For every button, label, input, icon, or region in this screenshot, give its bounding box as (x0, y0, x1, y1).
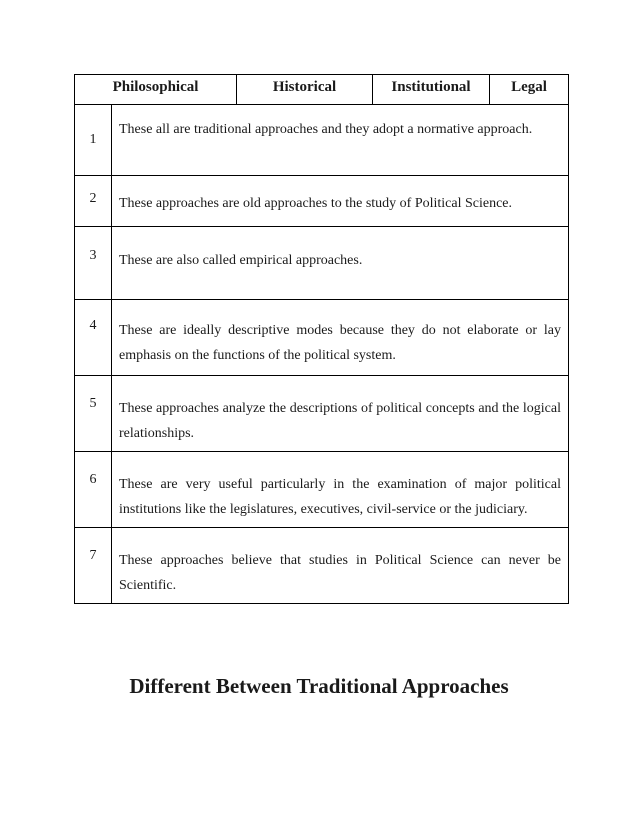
row-number-cell (75, 300, 112, 375)
row-number-cell (75, 452, 112, 527)
row-text-cell (112, 105, 568, 175)
section-heading: Different Between Traditional Approaches (129, 674, 509, 698)
row-text: These are very useful particularly in the examination of major political institutions like the legislatures, executives, civil-service or the judiciary. (119, 477, 561, 517)
approaches-header-row (74, 74, 569, 105)
row-text: These all are traditional approaches and they adopt a normative approach. (119, 122, 533, 137)
table-row (75, 226, 568, 299)
row-number-cell (75, 227, 112, 299)
header-legal: Legal (511, 79, 547, 95)
row-number: 1 (89, 132, 97, 147)
row-number-cell (75, 176, 112, 226)
row-number-cell (75, 105, 112, 175)
row-text: These are ideally descriptive modes because they do not elaborate or lay emphasis on the functions of the political system. (119, 323, 561, 363)
row-text-cell (112, 227, 568, 299)
table-row (75, 375, 568, 451)
row-text-cell (112, 176, 568, 226)
row-text: These approaches believe that studies in Political Science can never be Scientific. (119, 553, 561, 593)
table-row (75, 451, 568, 527)
row-text: These approaches are old approaches to the study of Political Science. (119, 196, 513, 211)
row-text: These are also called empirical approaches. (119, 253, 363, 268)
table-row (75, 527, 568, 603)
characteristics-table (74, 105, 569, 604)
header-philosophical: Philosophical (75, 75, 237, 104)
row-number: 3 (89, 248, 97, 263)
table-row (75, 299, 568, 375)
table-row (75, 105, 568, 175)
row-text: These approaches analyze the descriptions of political concepts and the logical relationships. (119, 401, 561, 441)
row-text-cell (112, 528, 568, 603)
row-text-cell (112, 452, 568, 527)
row-number: 7 (89, 548, 97, 563)
header-institutional: Institutional (373, 75, 490, 104)
row-text-cell (112, 300, 568, 375)
table-row (75, 175, 568, 226)
row-number-cell (75, 376, 112, 451)
row-number: 5 (89, 396, 97, 411)
header-historical: Historical (237, 75, 373, 104)
row-text-cell (112, 376, 568, 451)
row-number: 6 (89, 472, 97, 487)
row-number: 2 (89, 191, 97, 206)
row-number-cell (75, 528, 112, 603)
row-number: 4 (89, 318, 97, 333)
